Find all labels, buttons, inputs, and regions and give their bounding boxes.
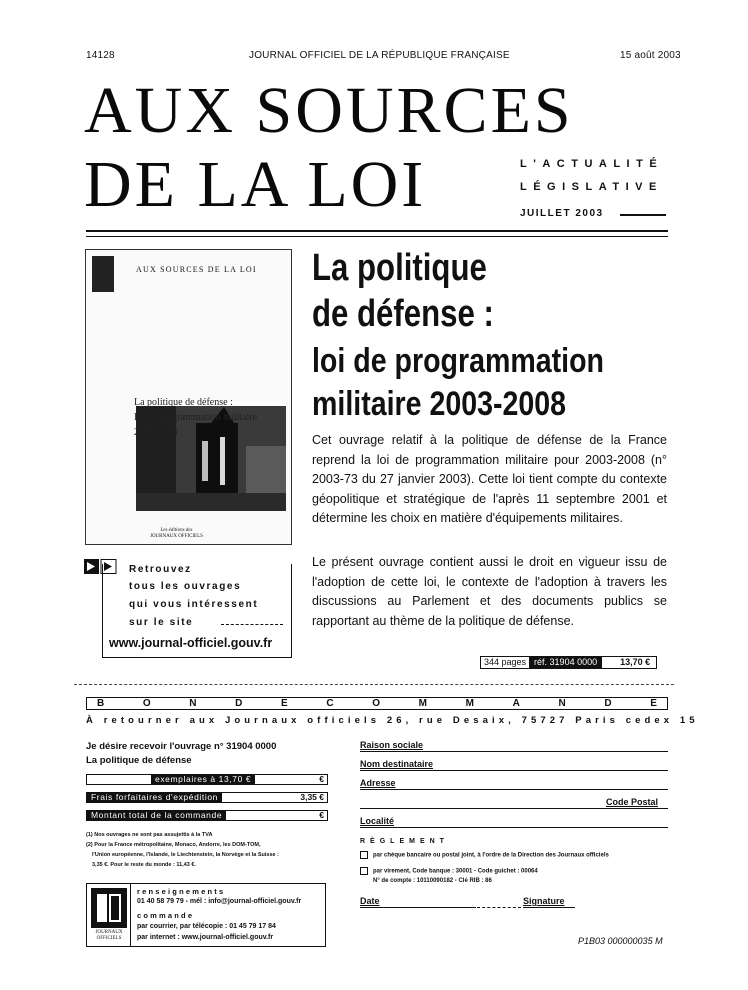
article-paragraph-2: Le présent ouvrage contient aussi le droit en vigueur issu de l'adoption de cette loi, le contexte de l'adoption à travers les discussions au Parlement et des documents publics se rapportant au thème de la politique de défense. [312, 555, 667, 628]
banner-letter: E [650, 698, 657, 709]
total-label: Montant total de la commande [87, 811, 226, 820]
shipping-row [86, 792, 328, 803]
tagline-2: LÉGISLATIVE [520, 181, 663, 193]
cover-imprint-line: Les éditions des [160, 528, 193, 533]
cover-title-line: La politique de défense : [134, 397, 233, 408]
banner-letter: D [235, 698, 243, 709]
payment-heading: RÈGLEMENT [360, 838, 449, 845]
contact-web-line[interactable]: par internet : www.journal-officiel.gouv.fr [137, 934, 274, 941]
masthead-line-2: DE LA LOI [84, 148, 427, 221]
promo-dash [221, 624, 283, 625]
cover-title-line: loi de programmation militaire [134, 412, 258, 423]
cover-title [134, 395, 284, 440]
field-label: Code Postal [605, 797, 658, 807]
reference-code: P1B03 000000035 M [578, 936, 663, 946]
page-number: 14128 [86, 50, 115, 61]
payment-transfer-option[interactable] [360, 867, 538, 877]
date-dash [477, 907, 521, 908]
website-promo [102, 564, 292, 658]
banner-letter: N [189, 698, 197, 709]
total-amount: € [319, 810, 324, 820]
banner-letter: C [326, 698, 334, 709]
banner-letter: O [142, 698, 151, 709]
journaux-officiels-logo [87, 884, 131, 946]
footnote: (2) Pour la France métropolitaine, Monaco, Andorre, les DOM-TOM, [86, 842, 261, 848]
page-count: 344 pages [480, 656, 530, 669]
banner-letter: A [512, 698, 520, 709]
shipping-amount: 3,35 € [300, 792, 324, 802]
footnote: (1) Nos ouvrages ne sont pas assujettis à la TVA [86, 832, 213, 838]
banner-letter: M [465, 698, 474, 709]
banner-letter: N [558, 698, 566, 709]
journal-title: JOURNAL OFFICIEL DE LA RÉPUBLIQUE FRANÇAISE [249, 50, 510, 61]
masthead-rule-top [86, 230, 668, 232]
cover-title-line: 2003-2008 [134, 427, 178, 438]
address-field[interactable] [360, 778, 668, 790]
headline-line-3: loi de programmation [312, 342, 604, 380]
masthead-line-1: AUX SOURCES [84, 74, 574, 147]
order-form-banner [86, 697, 668, 710]
banner-letter: B [97, 698, 105, 709]
payment-cheque-option[interactable] [360, 851, 609, 861]
shipping-label: Frais forfaitaires d'expédition [87, 793, 222, 802]
promo-line: tous les ouvrages [129, 581, 242, 592]
contact-box [86, 883, 326, 947]
promo-line: Retrouvez [129, 564, 192, 575]
option-label: par virement, Code banque : 30001 - Code guichet : 00064 [373, 868, 538, 875]
banner-letter: E [281, 698, 288, 709]
company-name-field[interactable] [360, 740, 668, 752]
cover-emblem [92, 256, 114, 292]
postal-code-field[interactable] [360, 797, 668, 809]
field-label: Adresse [360, 778, 396, 788]
footnote: l'Union européenne, l'Islande, le Liechtenstein, la Norvège et la Suisse : [92, 852, 279, 858]
logo-text: OFFICIELS [96, 936, 122, 941]
recipient-name-field[interactable] [360, 759, 668, 771]
field-label: Raison sociale [360, 740, 424, 750]
contact-info-line[interactable]: 01 40 58 79 79 - mél : info@journal-officiel.gouv.fr [137, 898, 302, 905]
contact-fax-line: par courrier, par télécopie : 01 45 79 17 84 [137, 923, 276, 930]
footnotes [86, 830, 336, 870]
cover-imprint [150, 528, 203, 540]
option-label: par chèque bancaire ou postal joint, à l'ordre de la Direction des Journaux officiels [373, 852, 609, 859]
checkbox-icon[interactable] [360, 851, 368, 859]
issue-date: 15 août 2003 [620, 50, 681, 61]
article-paragraph-1: Cet ouvrage relatif à la politique de défense de la France reprend la loi de programmation militaire pour 2003-2008 (n° 2003-73 du 27 janvier 2003). Cette loi tient compte du contexte géopolitique et stratégique de l'après 11 septembre 2001 et détermine les choix en matière d'équipements militaires. [312, 433, 667, 525]
quantity-row[interactable] [86, 774, 328, 785]
quantity-label: exemplaires à 13,70 € [151, 775, 255, 784]
headline-line-2: de défense : [312, 293, 494, 335]
tagline-month: JUILLET 2003 [520, 208, 604, 219]
total-row[interactable] [86, 810, 328, 821]
cover-series-title: AUX SOURCES DE LA LOI [136, 265, 257, 274]
headline-line-4: militaire 2003-2008 [312, 385, 567, 423]
promo-line: qui vous intéressent [129, 599, 259, 610]
banner-letter: O [372, 698, 381, 709]
bank-account: N° de compte : 10110090182 - Clé RIB : 86 [373, 878, 492, 884]
book-cover [85, 249, 292, 545]
promo-line: sur le site [129, 617, 194, 628]
price-amount: 13,70 € [601, 656, 657, 669]
order-book-title: La politique de défense [86, 755, 192, 766]
quantity-amount: € [319, 774, 324, 784]
cover-imprint-line: JOURNAUX OFFICIELS [150, 534, 203, 539]
contact-order-heading: commande [137, 911, 195, 920]
footnote: 3,35 €. Pour le reste du monde : 11,43 €. [92, 862, 196, 868]
banner-letter: D [604, 698, 612, 709]
signature-field[interactable] [523, 896, 575, 908]
checkbox-icon[interactable] [360, 867, 368, 875]
logo-text: JOURNAUX [95, 930, 123, 935]
masthead-rule-bottom [86, 236, 668, 237]
tagline-1: L'ACTUALITÉ [520, 158, 664, 170]
banner-letter: M [418, 698, 427, 709]
field-label: Signature [523, 896, 565, 906]
order-request: Je désire recevoir l'ouvrage n° 31904 0000 [86, 741, 277, 752]
contact-info-heading: renseignements [137, 887, 226, 896]
website-link[interactable]: www.journal-officiel.gouv.fr [109, 636, 273, 650]
field-label: Localité [360, 816, 395, 826]
date-field[interactable] [360, 896, 476, 908]
price-strip [480, 656, 657, 669]
city-field[interactable] [360, 816, 668, 828]
reference-number: réf. 31904 0000 [530, 656, 601, 669]
return-address: À retourner aux Journaux officiels 26, rue Desaix, 75727 Paris cedex 15 [86, 715, 699, 726]
tagline-rule [620, 214, 666, 216]
field-label: Nom destinataire [360, 759, 434, 769]
headline-line-1: La politique [312, 247, 487, 289]
field-label: Date [360, 896, 380, 906]
cut-line [74, 684, 674, 685]
